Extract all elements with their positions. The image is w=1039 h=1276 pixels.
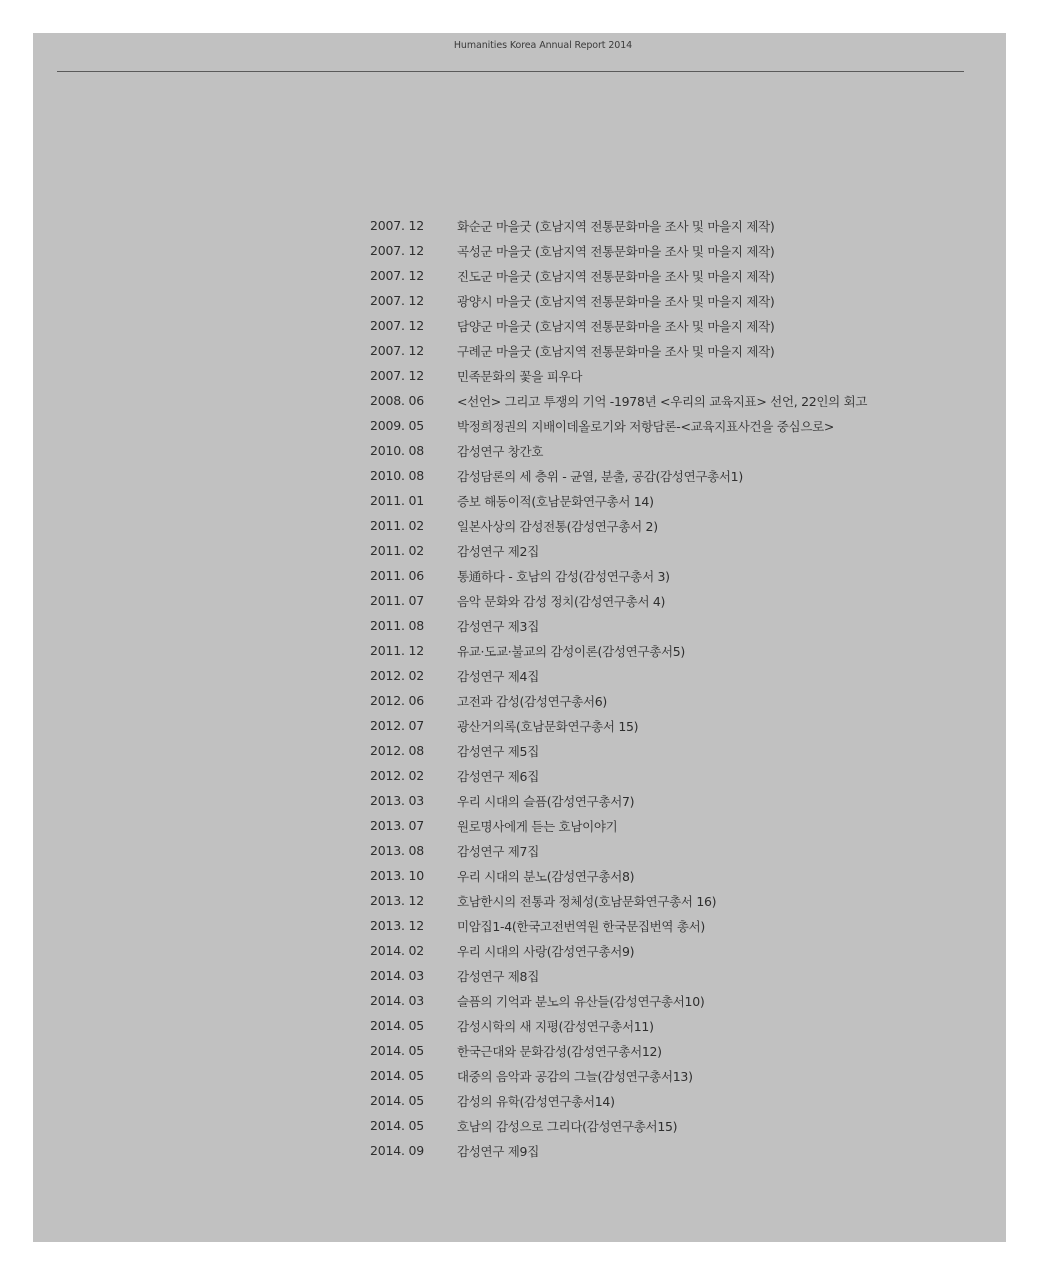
publication-row bbox=[370, 1063, 867, 1088]
publication-date: 2007. 12 bbox=[370, 218, 425, 233]
publication-date: 2007. 12 bbox=[370, 368, 425, 383]
publication-date: 2011. 12 bbox=[370, 643, 425, 658]
publication-date: 2014. 05 bbox=[370, 1043, 425, 1058]
publication-date: 2009. 05 bbox=[370, 418, 425, 433]
publication-row bbox=[370, 1138, 867, 1163]
publication-title: 담양군 마을굿 (호남지역 전통문화마을 조사 및 마을지 제작) bbox=[457, 318, 775, 334]
publication-row bbox=[370, 388, 867, 413]
publication-row bbox=[370, 288, 867, 313]
publication-title: 슬픔의 기억과 분노의 유산들(감성연구총서10) bbox=[457, 993, 705, 1009]
publication-row bbox=[370, 938, 867, 963]
publication-title: 호남의 감성으로 그리다(감성연구총서15) bbox=[457, 1118, 678, 1134]
publication-title: 화순군 마을굿 (호남지역 전통문화마을 조사 및 마을지 제작) bbox=[457, 218, 775, 234]
publication-title: 감성연구 제8집 bbox=[457, 968, 539, 984]
publication-date: 2014. 02 bbox=[370, 943, 425, 958]
publication-date: 2007. 12 bbox=[370, 293, 425, 308]
publication-date: 2014. 05 bbox=[370, 1093, 425, 1108]
publication-title: 우리 시대의 분노(감성연구총서8) bbox=[457, 868, 635, 884]
publication-title: 대중의 음악과 공감의 그늘(감성연구총서13) bbox=[457, 1068, 693, 1084]
publication-row bbox=[370, 213, 867, 238]
publication-date: 2013. 03 bbox=[370, 793, 425, 808]
publication-row bbox=[370, 538, 867, 563]
publication-title: 구례군 마을굿 (호남지역 전통문화마을 조사 및 마을지 제작) bbox=[457, 343, 775, 359]
publication-row bbox=[370, 713, 867, 738]
publication-date: 2014. 05 bbox=[370, 1068, 425, 1083]
publication-row bbox=[370, 463, 867, 488]
publication-title: 감성연구 제7집 bbox=[457, 843, 539, 859]
publication-row bbox=[370, 238, 867, 263]
publication-title: 감성연구 제5집 bbox=[457, 743, 539, 759]
publication-title: 민족문화의 꽃을 피우다 bbox=[457, 368, 583, 384]
publication-title: 고전과 감성(감성연구총서6) bbox=[457, 693, 608, 709]
publication-list bbox=[370, 213, 867, 1163]
publication-title: 우리 시대의 사랑(감성연구총서9) bbox=[457, 943, 635, 959]
publication-row bbox=[370, 738, 867, 763]
publication-title: 감성담론의 세 층위 - 균열, 분출, 공감(감성연구총서1) bbox=[457, 468, 743, 484]
publication-date: 2011. 02 bbox=[370, 543, 425, 558]
publication-title: 감성의 유학(감성연구총서14) bbox=[457, 1093, 615, 1109]
publication-date: 2007. 12 bbox=[370, 243, 425, 258]
publication-row bbox=[370, 338, 867, 363]
publication-title: 통通하다 - 호남의 감성(감성연구총서 3) bbox=[457, 568, 670, 584]
publication-row bbox=[370, 988, 867, 1013]
header-rule bbox=[57, 71, 964, 72]
publication-title: 음악 문화와 감성 정치(감성연구총서 4) bbox=[457, 593, 666, 609]
publication-date: 2011. 08 bbox=[370, 618, 425, 633]
publication-title: 원로명사에게 듣는 호남이야기 bbox=[457, 818, 618, 834]
publication-date: 2014. 05 bbox=[370, 1118, 425, 1133]
publication-date: 2012. 02 bbox=[370, 768, 425, 783]
report-page bbox=[33, 33, 1006, 1242]
publication-title: 증보 해동이적(호남문화연구총서 14) bbox=[457, 493, 654, 509]
publication-title: 감성연구 제9집 bbox=[457, 1143, 539, 1159]
publication-row bbox=[370, 763, 867, 788]
publication-row bbox=[370, 613, 867, 638]
publication-row bbox=[370, 313, 867, 338]
publication-date: 2014. 03 bbox=[370, 993, 425, 1008]
publication-title: 감성연구 제2집 bbox=[457, 543, 539, 559]
publication-row bbox=[370, 488, 867, 513]
publication-date: 2014. 03 bbox=[370, 968, 425, 983]
publication-row bbox=[370, 838, 867, 863]
publication-date: 2007. 12 bbox=[370, 318, 425, 333]
publication-title: 우리 시대의 슬픔(감성연구총서7) bbox=[457, 793, 635, 809]
publication-title: 미암집1-4(한국고전번역원 한국문집번역 총서) bbox=[457, 918, 705, 934]
publication-row bbox=[370, 588, 867, 613]
publication-date: 2014. 09 bbox=[370, 1143, 425, 1158]
publication-date: 2011. 06 bbox=[370, 568, 425, 583]
publication-date: 2010. 08 bbox=[370, 443, 425, 458]
publication-title: 한국근대와 문화감성(감성연구총서12) bbox=[457, 1043, 662, 1059]
publication-row bbox=[370, 513, 867, 538]
publication-row bbox=[370, 688, 867, 713]
publication-row bbox=[370, 963, 867, 988]
publication-title: 호남한시의 전통과 정체성(호남문화연구총서 16) bbox=[457, 893, 717, 909]
publication-row bbox=[370, 888, 867, 913]
publication-row bbox=[370, 1013, 867, 1038]
publication-row bbox=[370, 563, 867, 588]
publication-date: 2013. 08 bbox=[370, 843, 425, 858]
publication-date: 2013. 12 bbox=[370, 893, 425, 908]
publication-title: 일본사상의 감성전통(감성연구총서 2) bbox=[457, 518, 658, 534]
publication-title: 광산거의록(호남문화연구총서 15) bbox=[457, 718, 639, 734]
running-header: Humanities Korea Annual Report 2014 bbox=[453, 40, 633, 51]
publication-date: 2007. 12 bbox=[370, 343, 425, 358]
publication-row bbox=[370, 913, 867, 938]
publication-row bbox=[370, 863, 867, 888]
publication-title: 유교·도교·불교의 감성이론(감성연구총서5) bbox=[457, 643, 686, 659]
publication-title: 광양시 마을굿 (호남지역 전통문화마을 조사 및 마을지 제작) bbox=[457, 293, 775, 309]
publication-date: 2013. 10 bbox=[370, 868, 425, 883]
publication-row bbox=[370, 638, 867, 663]
publication-date: 2011. 01 bbox=[370, 493, 425, 508]
publication-date: 2010. 08 bbox=[370, 468, 425, 483]
publication-date: 2014. 05 bbox=[370, 1018, 425, 1033]
publication-date: 2013. 07 bbox=[370, 818, 425, 833]
publication-date: 2013. 12 bbox=[370, 918, 425, 933]
publication-row bbox=[370, 1088, 867, 1113]
publication-row bbox=[370, 363, 867, 388]
publication-date: 2012. 07 bbox=[370, 718, 425, 733]
publication-row bbox=[370, 263, 867, 288]
publication-row bbox=[370, 438, 867, 463]
publication-title: 감성연구 제6집 bbox=[457, 768, 539, 784]
publication-date: 2007. 12 bbox=[370, 268, 425, 283]
publication-date: 2012. 02 bbox=[370, 668, 425, 683]
publication-title: 진도군 마을굿 (호남지역 전통문화마을 조사 및 마을지 제작) bbox=[457, 268, 775, 284]
publication-date: 2011. 07 bbox=[370, 593, 425, 608]
publication-date: 2008. 06 bbox=[370, 393, 425, 408]
publication-title: 박정희정권의 지배이데올로기와 저항담론-<교육지표사건을 중심으로> bbox=[457, 418, 835, 434]
publication-row bbox=[370, 663, 867, 688]
publication-title: 감성연구 제3집 bbox=[457, 618, 539, 634]
publication-title: 감성연구 창간호 bbox=[457, 443, 544, 459]
publication-title: <선언> 그리고 투쟁의 기억 -1978년 <우리의 교육지표> 선언, 22인의 회고 bbox=[457, 393, 868, 409]
publication-date: 2012. 06 bbox=[370, 693, 425, 708]
publication-title: 감성시학의 새 지평(감성연구총서11) bbox=[457, 1018, 654, 1034]
publication-row bbox=[370, 788, 867, 813]
publication-date: 2011. 02 bbox=[370, 518, 425, 533]
publication-row bbox=[370, 1113, 867, 1138]
publication-row bbox=[370, 813, 867, 838]
publication-row bbox=[370, 413, 867, 438]
publication-title: 감성연구 제4집 bbox=[457, 668, 539, 684]
publication-date: 2012. 08 bbox=[370, 743, 425, 758]
publication-row bbox=[370, 1038, 867, 1063]
publication-title: 곡성군 마을굿 (호남지역 전통문화마을 조사 및 마을지 제작) bbox=[457, 243, 775, 259]
